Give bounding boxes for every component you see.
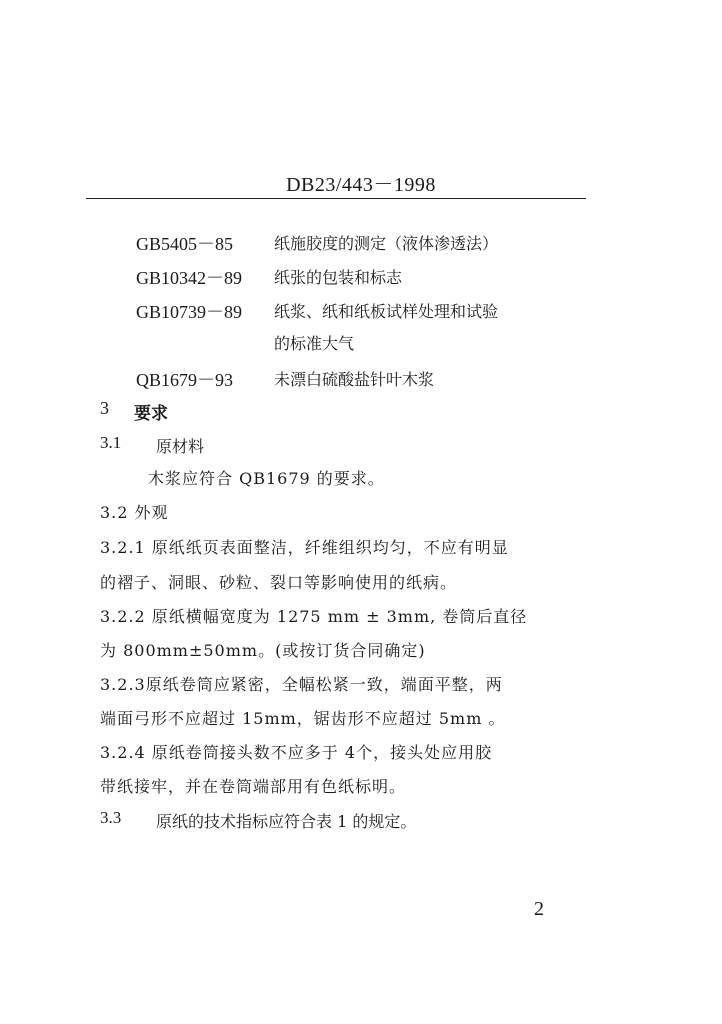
paragraph-line: 为 800mm±50mm。(或按订货合同确定) bbox=[100, 641, 426, 660]
page-number: 2 bbox=[534, 898, 544, 920]
subsection-heading: 3.2 外观 bbox=[100, 503, 169, 522]
section-number: 3 bbox=[100, 398, 109, 418]
paragraph-line: 带纸接牢，并在卷筒端部用有色纸标明。 bbox=[100, 777, 407, 796]
paragraph-line: 的褶子、洞眼、砂粒、裂口等影响使用的纸病。 bbox=[100, 573, 458, 592]
paragraph-line: 木浆应符合 QB1679 的要求。 bbox=[148, 469, 385, 488]
section-title: 要求 bbox=[134, 404, 168, 424]
header-rule bbox=[86, 198, 586, 199]
paragraph-line: 原纸的技术指标应符合表 1 的规定。 bbox=[156, 812, 417, 831]
reference-title: 纸施胶度的测定（液体渗透法） bbox=[274, 234, 499, 253]
subsection-number: 3.3 bbox=[100, 808, 122, 827]
standard-code-header: DB23/443－1998 bbox=[286, 174, 436, 196]
reference-title-continued: 的标准大气 bbox=[274, 334, 355, 353]
paragraph-line: 3.2.1 原纸纸页表面整洁，纤维组织均匀，不应有明显 bbox=[100, 538, 509, 557]
paragraph-line: 端面弓形不应超过 15mm，锯齿形不应超过 5mm 。 bbox=[100, 709, 506, 728]
reference-title: 纸张的包装和标志 bbox=[274, 268, 403, 287]
paragraph-line: 3.2.2 原纸横幅宽度为 1275 mm ± 3mm, 卷筒后直径 bbox=[100, 607, 528, 626]
paragraph-line: 3.2.3原纸卷筒应紧密，全幅松紧一致，端面平整，两 bbox=[100, 675, 503, 694]
reference-code: GB10739－89 bbox=[136, 302, 243, 322]
reference-title: 纸浆、纸和纸板试样处理和试验 bbox=[274, 302, 499, 321]
paragraph-line: 3.2.4 原纸卷筒接头数不应多于 4个，接头处应用胶 bbox=[100, 743, 493, 762]
reference-title: 未漂白硫酸盐针叶木浆 bbox=[274, 370, 435, 389]
reference-code: QB1679－93 bbox=[136, 370, 234, 390]
subsection-title: 原材料 bbox=[156, 437, 205, 456]
subsection-number: 3.1 bbox=[100, 433, 122, 452]
reference-code: GB10342－89 bbox=[136, 268, 243, 288]
reference-code: GB5405－85 bbox=[136, 234, 234, 254]
